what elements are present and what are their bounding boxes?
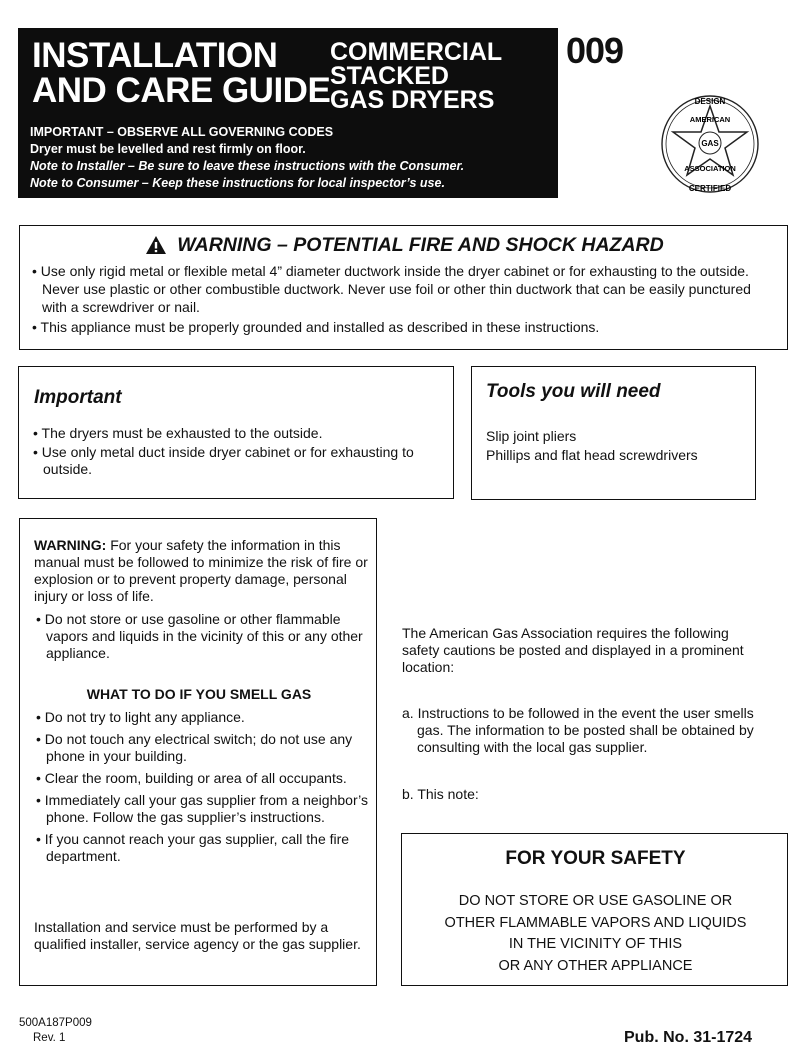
warning-triangle-icon	[145, 235, 167, 255]
list-item: • Immediately call your gas supplier from a neighbor’s phone. Follow the gas supplier’s instructions.	[36, 792, 368, 825]
safety-warning-text: WARNING: For your safety the information in this manual must be followed to minimize the risk of fire or explosion or to prevent property damage, personal injury or loss of life.	[34, 537, 368, 604]
seal-ring-text: AMERICAN	[689, 115, 731, 124]
warning-list	[30, 262, 775, 338]
list-item: • Clear the room, building or area of all occupants.	[36, 770, 347, 786]
installation-service-note: Installation and service must be performed by a qualified installer, service agency or the gas supplier.	[34, 919, 361, 952]
revision: Rev. 1	[33, 1032, 66, 1044]
warning-title: WARNING – POTENTIAL FIRE AND SHOCK HAZARD	[20, 234, 789, 257]
list-item: Phillips and flat head screwdrivers	[486, 447, 698, 463]
header-notes	[30, 124, 464, 192]
safety-text: DO NOT STORE OR USE GASOLINE OR OTHER FLAMMABLE VAPORS AND LIQUIDS IN THE VICINITY OF THIS OR ANY OTHER APPLIANCE	[444, 893, 747, 974]
important-list	[31, 425, 451, 480]
aga-requirement-text: The American Gas Association requires the following safety cautions be posted and displayed in a prominent location:	[402, 625, 744, 675]
product-subtitle: COMMERCIAL STACKED GAS DRYERS	[330, 38, 503, 114]
important-box	[18, 366, 454, 499]
smell-gas-heading: WHAT TO DO IF YOU SMELL GAS	[86, 686, 312, 702]
important-title: Important	[34, 387, 122, 408]
seal-lower-text: ASSOCIATION	[684, 164, 736, 173]
document-title: INSTALLATION AND CARE GUIDE	[32, 36, 331, 110]
smell-gas-list	[34, 709, 370, 870]
list-item: • Do not touch any electrical switch; do not use any phone in your building.	[36, 731, 353, 764]
seal-center-text: GAS	[701, 139, 719, 148]
for-your-safety-box	[401, 833, 788, 986]
fire-shock-warning-box	[19, 225, 788, 350]
list-item: • Use only rigid metal or flexible metal 4” diameter ductwork inside the dryer cabinet or for exhausting to the outside. Never use plastic or other combustible ductwork. Never use foil or other thin ductwork that can be easily punctured with a screwdriver or nail.	[32, 263, 751, 315]
list-item: • Do not try to light any appliance.	[36, 709, 245, 725]
requirement-item-a: a. Instructions to be followed in the event the user smells gas. The information to be posted shall be obtained by consulting with the local gas supplier.	[402, 705, 754, 755]
consumer-note: Note to Consumer – Keep these instructions for local inspector’s use.	[30, 176, 445, 190]
publication-number: Pub. No. 31-1724	[624, 1029, 753, 1046]
list-item: • The dryers must be exhausted to the outside.	[33, 425, 323, 441]
safety-title: FOR YOUR SAFETY	[505, 848, 686, 869]
level-note: Dryer must be levelled and rest firmly on floor.	[30, 142, 306, 156]
list-item: • This appliance must be properly grounded and installed as described in these instructions.	[32, 319, 600, 335]
safety-warning-box	[19, 518, 377, 986]
seal-top-text: DESIGN	[694, 97, 726, 106]
installer-note: Note to Installer – Be sure to leave these instructions with the Consumer.	[30, 159, 465, 173]
codes-note: IMPORTANT – OBSERVE ALL GOVERNING CODES	[30, 125, 334, 139]
tools-list	[486, 427, 698, 465]
seal-bottom-text: CERTIFIED	[688, 184, 732, 193]
list-item: Slip joint pliers	[486, 428, 577, 444]
header-banner	[18, 28, 558, 198]
part-code: 500A187P009 Rev. 1	[19, 1017, 92, 1044]
tools-box	[471, 366, 756, 500]
star-seal-icon	[648, 92, 772, 196]
gasoline-bullet: • Do not store or use gasoline or other flammable vapors and liquids in the vicinity of this or any other appliance.	[36, 611, 363, 661]
requirement-item-b: b. This note:	[402, 786, 479, 802]
list-item: • If you cannot reach your gas supplier, call the fire department.	[36, 831, 350, 864]
list-item: • Use only metal duct inside dryer cabinet or for exhausting to outside.	[33, 444, 414, 477]
document-number: 009	[566, 30, 624, 71]
tools-title: Tools you will need	[486, 381, 661, 402]
